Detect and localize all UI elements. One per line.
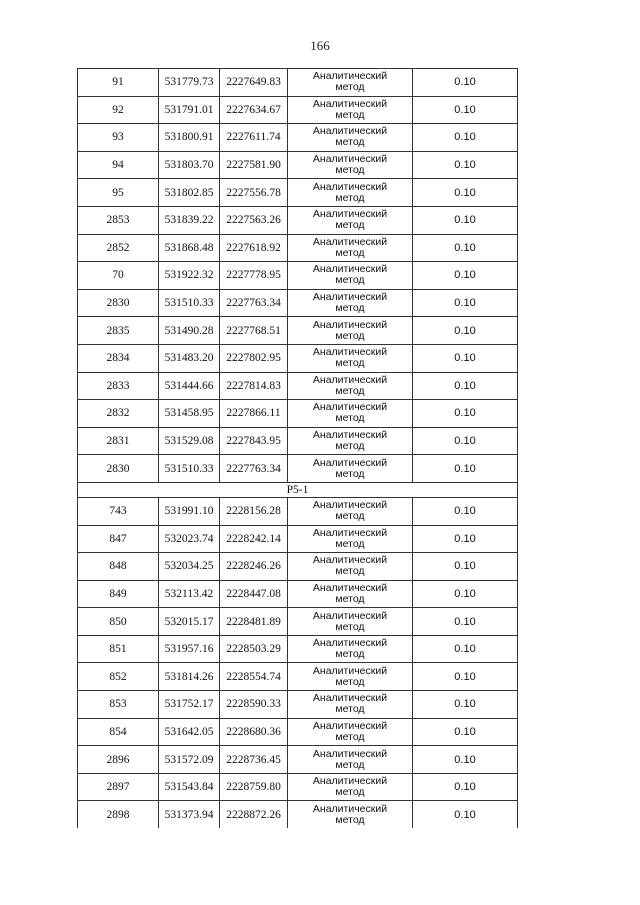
point-number-cell: 2852 — [78, 234, 159, 262]
table-row — [78, 525, 518, 553]
table-row — [78, 289, 518, 317]
x-coordinate-cell: 531752.17 — [159, 691, 220, 719]
table-row — [78, 455, 518, 483]
method-cell — [288, 206, 413, 234]
table-row — [78, 344, 518, 372]
point-number-cell: 852 — [78, 663, 159, 691]
method-line-1: Аналитический — [312, 70, 388, 83]
method-cell — [288, 289, 413, 317]
method-line-1: Аналитический — [312, 802, 388, 815]
point-number-cell: 2831 — [78, 427, 159, 455]
table-row — [78, 400, 518, 428]
x-coordinate-cell: 532015.17 — [159, 608, 220, 636]
table-row — [78, 206, 518, 234]
method-cell — [288, 718, 413, 746]
y-coordinate-cell: 2228447.08 — [220, 580, 288, 608]
table-row — [78, 179, 518, 207]
method-line-2: метод — [335, 786, 365, 799]
x-coordinate-cell: 531839.22 — [159, 206, 220, 234]
table-row — [78, 427, 518, 455]
accuracy-cell: 0.10 — [413, 234, 518, 262]
method-line-1: Аналитический — [312, 719, 388, 732]
accuracy-cell: 0.10 — [413, 691, 518, 719]
method-cell — [288, 746, 413, 774]
point-number-cell: 847 — [78, 525, 159, 553]
method-line-1: Аналитический — [312, 692, 388, 705]
method-line-1: Аналитический — [312, 263, 388, 276]
method-cell — [288, 262, 413, 290]
method-line-1: Аналитический — [312, 664, 388, 677]
method-line-2: метод — [335, 384, 365, 397]
accuracy-cell: 0.10 — [413, 289, 518, 317]
page-number: 166 — [310, 38, 330, 53]
y-coordinate-cell: 2228156.28 — [220, 497, 288, 525]
method-line-2: метод — [335, 703, 365, 716]
y-coordinate-cell: 2227763.34 — [220, 455, 288, 483]
x-coordinate-cell: 531510.33 — [159, 455, 220, 483]
accuracy-cell: 0.10 — [413, 206, 518, 234]
method-cell — [288, 608, 413, 636]
y-coordinate-cell: 2228872.26 — [220, 801, 288, 828]
point-number-cell: 850 — [78, 608, 159, 636]
y-coordinate-cell: 2227649.83 — [220, 69, 288, 97]
method-line-1: Аналитический — [312, 97, 388, 110]
x-coordinate-cell: 532113.42 — [159, 580, 220, 608]
table-row — [78, 718, 518, 746]
accuracy-cell: 0.10 — [413, 608, 518, 636]
x-coordinate-cell: 531490.28 — [159, 317, 220, 345]
accuracy-cell: 0.10 — [413, 262, 518, 290]
method-line-1: Аналитический — [312, 346, 388, 359]
x-coordinate-cell: 531868.48 — [159, 234, 220, 262]
method-cell — [288, 455, 413, 483]
x-coordinate-cell: 531803.70 — [159, 151, 220, 179]
table-row — [78, 262, 518, 290]
method-line-1: Аналитический — [312, 208, 388, 221]
method-line-2: метод — [335, 329, 365, 342]
method-line-2: метод — [335, 412, 365, 425]
method-line-1: Аналитический — [312, 429, 388, 442]
table-row — [78, 608, 518, 636]
x-coordinate-cell: 532023.74 — [159, 525, 220, 553]
method-cell — [288, 663, 413, 691]
point-number-cell: 743 — [78, 497, 159, 525]
table-row — [78, 124, 518, 152]
accuracy-cell: 0.10 — [413, 151, 518, 179]
method-cell — [288, 69, 413, 97]
x-coordinate-cell: 531373.94 — [159, 801, 220, 828]
method-cell — [288, 96, 413, 124]
point-number-cell: 2898 — [78, 801, 159, 828]
accuracy-cell: 0.10 — [413, 179, 518, 207]
accuracy-cell: 0.10 — [413, 718, 518, 746]
y-coordinate-cell: 2228242.14 — [220, 525, 288, 553]
table-row — [78, 234, 518, 262]
method-line-2: метод — [335, 730, 365, 743]
y-coordinate-cell: 2228246.26 — [220, 553, 288, 581]
x-coordinate-cell: 531510.33 — [159, 289, 220, 317]
method-cell — [288, 525, 413, 553]
method-cell — [288, 400, 413, 428]
accuracy-cell: 0.10 — [413, 124, 518, 152]
table-row — [78, 553, 518, 581]
table-row — [78, 497, 518, 525]
accuracy-cell: 0.10 — [413, 773, 518, 801]
method-line-1: Аналитический — [312, 554, 388, 567]
point-number-cell: 853 — [78, 691, 159, 719]
y-coordinate-cell: 2227866.11 — [220, 400, 288, 428]
x-coordinate-cell: 531483.20 — [159, 344, 220, 372]
x-coordinate-cell: 532034.25 — [159, 553, 220, 581]
x-coordinate-cell: 531458.95 — [159, 400, 220, 428]
point-number-cell: 95 — [78, 179, 159, 207]
point-number-cell: 2833 — [78, 372, 159, 400]
y-coordinate-cell: 2227814.83 — [220, 372, 288, 400]
accuracy-cell: 0.10 — [413, 746, 518, 774]
y-coordinate-cell: 2227634.67 — [220, 96, 288, 124]
method-cell — [288, 553, 413, 581]
x-coordinate-cell: 531543.84 — [159, 773, 220, 801]
method-line-1: Аналитический — [312, 401, 388, 414]
table-row — [78, 773, 518, 801]
y-coordinate-cell: 2227556.78 — [220, 179, 288, 207]
method-cell — [288, 635, 413, 663]
method-line-1: Аналитический — [312, 235, 388, 248]
method-line-2: метод — [335, 675, 365, 688]
method-line-2: метод — [335, 81, 365, 94]
table-row — [78, 635, 518, 663]
method-cell — [288, 580, 413, 608]
y-coordinate-cell: 2228503.29 — [220, 635, 288, 663]
method-line-2: метод — [335, 592, 365, 605]
accuracy-cell: 0.10 — [413, 580, 518, 608]
method-line-1: Аналитический — [312, 291, 388, 304]
method-line-1: Аналитический — [312, 609, 388, 622]
method-line-1: Аналитический — [312, 526, 388, 539]
accuracy-cell: 0.10 — [413, 553, 518, 581]
y-coordinate-cell: 2227802.95 — [220, 344, 288, 372]
method-cell — [288, 497, 413, 525]
x-coordinate-cell: 531642.05 — [159, 718, 220, 746]
method-cell — [288, 124, 413, 152]
method-line-1: Аналитический — [312, 180, 388, 193]
x-coordinate-cell: 531814.26 — [159, 663, 220, 691]
method-line-2: метод — [335, 758, 365, 771]
method-cell — [288, 691, 413, 719]
point-number-cell: 93 — [78, 124, 159, 152]
method-line-2: метод — [335, 565, 365, 578]
method-line-2: метод — [335, 510, 365, 523]
accuracy-cell: 0.10 — [413, 427, 518, 455]
point-number-cell: 848 — [78, 553, 159, 581]
y-coordinate-cell: 2227563.26 — [220, 206, 288, 234]
accuracy-cell: 0.10 — [413, 69, 518, 97]
method-line-1: Аналитический — [312, 637, 388, 650]
table-row — [78, 580, 518, 608]
accuracy-cell: 0.10 — [413, 372, 518, 400]
x-coordinate-cell: 531529.08 — [159, 427, 220, 455]
x-coordinate-cell: 531800.91 — [159, 124, 220, 152]
accuracy-cell: 0.10 — [413, 400, 518, 428]
point-number-cell: 849 — [78, 580, 159, 608]
point-number-cell: 92 — [78, 96, 159, 124]
method-line-2: метод — [335, 136, 365, 149]
method-line-2: метод — [335, 246, 365, 259]
point-number-cell: 2897 — [78, 773, 159, 801]
method-cell — [288, 151, 413, 179]
point-number-cell: 2834 — [78, 344, 159, 372]
method-cell — [288, 317, 413, 345]
method-line-2: метод — [335, 219, 365, 232]
x-coordinate-cell: 531802.85 — [159, 179, 220, 207]
method-line-1: Аналитический — [312, 153, 388, 166]
method-cell — [288, 773, 413, 801]
method-line-2: метод — [335, 191, 365, 204]
table-row — [78, 69, 518, 97]
method-line-2: метод — [335, 440, 365, 453]
point-number-cell: 851 — [78, 635, 159, 663]
accuracy-cell: 0.10 — [413, 635, 518, 663]
table-row — [78, 372, 518, 400]
point-number-cell: 2830 — [78, 289, 159, 317]
method-line-1: Аналитический — [312, 125, 388, 138]
accuracy-cell: 0.10 — [413, 497, 518, 525]
table-row — [78, 691, 518, 719]
table-row — [78, 317, 518, 345]
method-line-2: метод — [335, 108, 365, 121]
method-line-1: Аналитический — [312, 581, 388, 594]
method-line-2: метод — [335, 274, 365, 287]
method-line-2: метод — [335, 620, 365, 633]
y-coordinate-cell: 2228759.80 — [220, 773, 288, 801]
y-coordinate-cell: 2227618.92 — [220, 234, 288, 262]
point-number-cell: 2832 — [78, 400, 159, 428]
section-header-row — [78, 482, 518, 497]
accuracy-cell: 0.10 — [413, 455, 518, 483]
coordinates-table — [77, 68, 518, 828]
x-coordinate-cell: 531572.09 — [159, 746, 220, 774]
y-coordinate-cell: 2227768.51 — [220, 317, 288, 345]
method-line-2: метод — [335, 813, 365, 826]
table-row — [78, 801, 518, 828]
section-title: Р5-1 — [78, 482, 518, 497]
method-cell — [288, 801, 413, 828]
accuracy-cell: 0.10 — [413, 317, 518, 345]
x-coordinate-cell: 531779.73 — [159, 69, 220, 97]
y-coordinate-cell: 2227611.74 — [220, 124, 288, 152]
y-coordinate-cell: 2227778.95 — [220, 262, 288, 290]
table-row — [78, 96, 518, 124]
point-number-cell: 94 — [78, 151, 159, 179]
method-line-2: метод — [335, 357, 365, 370]
point-number-cell: 2835 — [78, 317, 159, 345]
x-coordinate-cell: 531922.32 — [159, 262, 220, 290]
x-coordinate-cell: 531957.16 — [159, 635, 220, 663]
method-cell — [288, 427, 413, 455]
method-cell — [288, 234, 413, 262]
method-line-1: Аналитический — [312, 775, 388, 788]
y-coordinate-cell: 2228736.45 — [220, 746, 288, 774]
method-line-1: Аналитический — [312, 747, 388, 760]
x-coordinate-cell: 531444.66 — [159, 372, 220, 400]
point-number-cell: 2830 — [78, 455, 159, 483]
accuracy-cell: 0.10 — [413, 525, 518, 553]
accuracy-cell: 0.10 — [413, 801, 518, 828]
method-line-2: метод — [335, 467, 365, 480]
method-line-1: Аналитический — [312, 456, 388, 469]
point-number-cell: 70 — [78, 262, 159, 290]
method-line-2: метод — [335, 648, 365, 661]
accuracy-cell: 0.10 — [413, 96, 518, 124]
point-number-cell: 854 — [78, 718, 159, 746]
table-row — [78, 151, 518, 179]
y-coordinate-cell: 2228680.36 — [220, 718, 288, 746]
x-coordinate-cell: 531991.10 — [159, 497, 220, 525]
point-number-cell: 2896 — [78, 746, 159, 774]
method-line-2: метод — [335, 164, 365, 177]
method-line-1: Аналитический — [312, 499, 388, 512]
table-row — [78, 746, 518, 774]
method-cell — [288, 179, 413, 207]
method-line-2: метод — [335, 302, 365, 315]
method-line-1: Аналитический — [312, 373, 388, 386]
y-coordinate-cell: 2227581.90 — [220, 151, 288, 179]
point-number-cell: 2853 — [78, 206, 159, 234]
y-coordinate-cell: 2228590.33 — [220, 691, 288, 719]
y-coordinate-cell: 2228554.74 — [220, 663, 288, 691]
method-line-1: Аналитический — [312, 318, 388, 331]
method-cell — [288, 372, 413, 400]
y-coordinate-cell: 2227763.34 — [220, 289, 288, 317]
method-line-2: метод — [335, 537, 365, 550]
x-coordinate-cell: 531791.01 — [159, 96, 220, 124]
accuracy-cell: 0.10 — [413, 663, 518, 691]
method-cell — [288, 344, 413, 372]
coordinates-table-body — [78, 69, 518, 829]
point-number-cell: 91 — [78, 69, 159, 97]
table-row — [78, 663, 518, 691]
accuracy-cell: 0.10 — [413, 344, 518, 372]
y-coordinate-cell: 2228481.89 — [220, 608, 288, 636]
y-coordinate-cell: 2227843.95 — [220, 427, 288, 455]
